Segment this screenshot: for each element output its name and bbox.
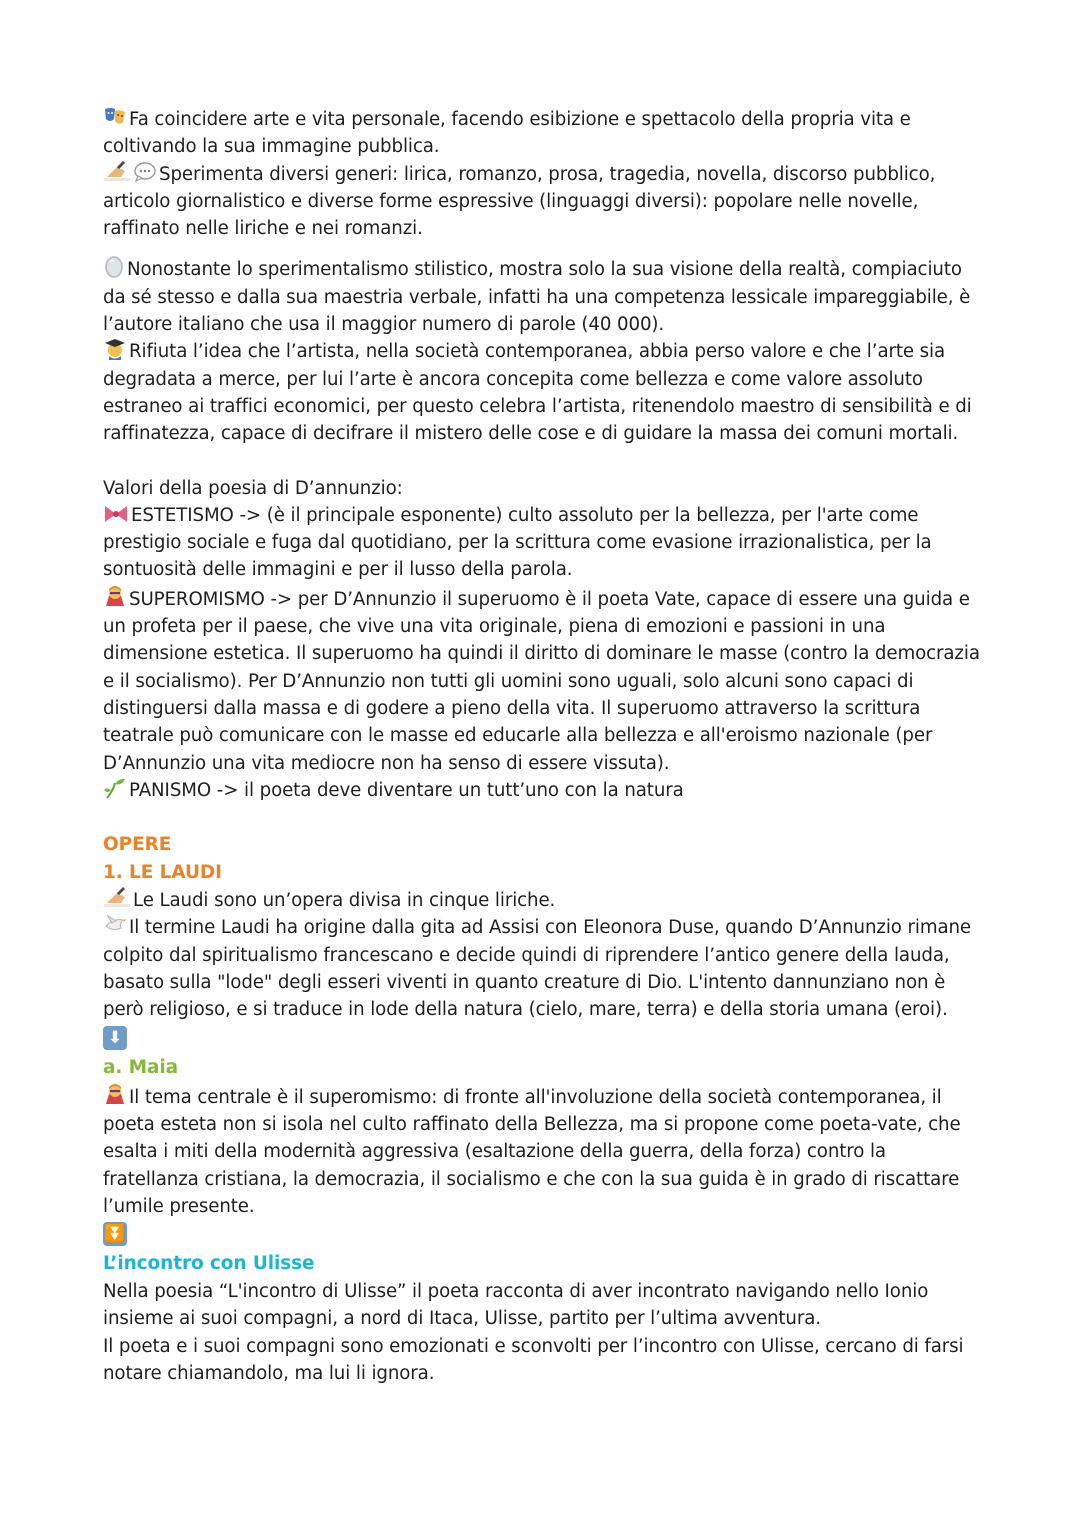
paragraph-ulisse-1: Nella poesia “L'incontro di Ulisse” il poeta racconta di aver incontrato navigando nello Ionio insieme ai suoi compagni, a nord di Itaca, Ulisse, partito per l’ultima avventura. xyxy=(103,1281,929,1330)
ribbon-bow-icon xyxy=(103,504,129,524)
maia-heading: a. Maia xyxy=(103,1056,178,1078)
mirror-icon xyxy=(103,256,125,278)
paragraph-generi: Sperimenta diversi generi: lirica, romanzo, prosa, tragedia, novella, discorso pubblico, articolo giornalistico e diverse forme espressive (linguaggi diversi): popolare nelle novelle, raffinato nelle liriche e nei romanzi. xyxy=(103,161,983,243)
values-title: Valori della poesia di D’annunzio: xyxy=(103,477,403,499)
paragraph-ulisse-2: Il poeta e i suoi compagni sono emozionati e sconvolti per l’incontro con Ulisse, cercano di farsi notare chiamandolo, ma lui li ignora. xyxy=(103,1335,964,1384)
arrow-down-icon: ⬇ xyxy=(103,1026,127,1050)
opere-heading: OPERE xyxy=(103,834,172,856)
laudi-heading: 1. LE LAUDI xyxy=(103,862,222,884)
superhero-icon xyxy=(103,584,127,608)
dove-icon xyxy=(103,914,127,936)
paragraph-laudi-intro: Le Laudi sono un’opera divisa in cinque liriche. xyxy=(103,887,983,914)
paragraph-arte-vita: Fa coincidere arte e vita personale, facendo esibizione e spettacolo della propria vita e coltivando la sua immagine pubblica. xyxy=(103,106,983,161)
paragraph-laudi-origine: Il termine Laudi ha origine dalla gita ad Assisi con Eleonora Duse, quando D’Annunzio rimane colpito dal spiritualismo francescano e decide quindi di riprendere l’antico genere della lauda, basato sulla "lode" degli esseri viventi in quanto creature di Dio. L'intento dannunziano non è però religioso, e si traduce in lode della natura (cielo, mare, terra) e della storia umana (eroi). xyxy=(103,914,983,1023)
writing-hand-icon xyxy=(103,161,131,183)
paragraph-superomismo: SUPEROMISMO -> per D’Annunzio il superuomo è il poeta Vate, capace di essere una guida e un profeta per il paese, che vive una vita originale, piena di emozioni e passioni in una dimensione estetica. Il superuomo ha quindi il diritto di dominare le masse (contro la democrazia e il socialismo). Per D’Annunzio non tutti gli uomini sono uguali, solo alcuni sono capaci di distinguersi dalla massa e di godere a pieno della vita. Il superuomo attraverso la scrittura teatrale può comunicare con le masse ed educarle alla bellezza e all'eroismo nazionale (per D’Annunzio una vita mediocre non ha senso di essere vissuta). xyxy=(103,584,983,777)
theater-masks-icon xyxy=(103,106,127,128)
ulisse-heading: L’incontro con Ulisse xyxy=(103,1253,315,1275)
paragraph-rifiuta: Rifiuta l’idea che l’artista, nella società contemporanea, abbia perso valore e che l’arte sia degradata a merce, per lui l’arte è ancora concepita come bellezza e come valore assoluto estraneo ai traffici economici, per questo celebra l’artista, ritenendolo maestro di sensibilità e di raffinatezza, capace di decifrare il mistero delle cose e di guidare la massa dei comuni mortali. xyxy=(103,338,983,447)
document-page xyxy=(103,106,983,1387)
graduate-icon xyxy=(103,338,127,360)
paragraph-estetismo: ESTETISMO -> (è il principale esponente) culto assoluto per la bellezza, per l'arte come prestigio sociale e fuga dal quotidiano, per la scrittura come evasione irrazionalistica, per la sontuosità delle immagini e per il lusso della parola. xyxy=(103,504,932,581)
paragraph-panismo: PANISMO -> il poeta deve diventare un tutt’uno con la natura xyxy=(103,777,983,804)
writing-hand-icon xyxy=(103,887,131,909)
paragraph-maia: Il tema centrale è il superomismo: di fronte all'involuzione della società contemporanea, il poeta esteta non si isola nel culto raffinato della Bellezza, ma si propone come poeta-vate, che esalta i miti della modernità aggressiva (esaltazione della guerra, della forza) contro la fratellanza cristiana, la democrazia, il socialismo e che con la sua guida è in grado di riscattare l’umile presente. xyxy=(103,1082,983,1220)
paragraph-sperimentalismo: Nonostante lo sperimentalismo stilistico, mostra solo la sua visione della realtà, compiaciuto da sé stesso e dalla sua maestria verbale, infatti ha una competenza lessicale impareggiabile, è l’autore italiano che usa il maggior numero di parole (40 000). xyxy=(103,256,983,338)
superhero-icon xyxy=(103,1082,127,1106)
double-arrow-down-icon: ⏬ xyxy=(104,1224,126,1245)
speech-bubble-icon xyxy=(133,161,157,183)
seedling-icon xyxy=(103,777,127,799)
